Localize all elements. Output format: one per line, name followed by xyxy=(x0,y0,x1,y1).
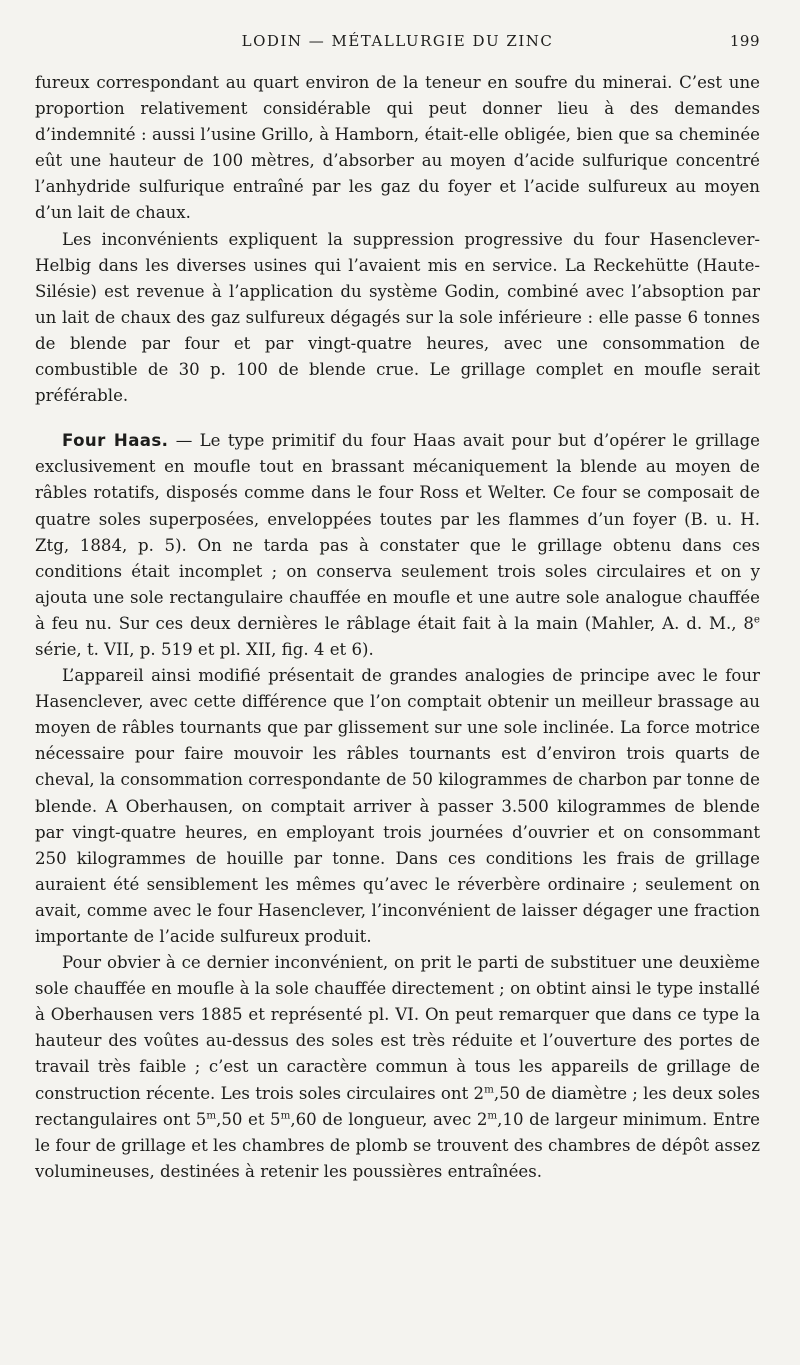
paragraph: Les inconvénients expliquent la suppression progressive du four Hasenclever-Helbig dans les diverses usines qui l’avaient mis en service. La Reckehütte (Haute-Silésie) est revenue à l’application du système Godin, combiné avec l’absoption par un lait de chaux des gaz sulfureux dégagés sur la sole inférieure : elle passe 6 tonnes de blende par four et par vingt-quatre heures, avec une consommation de combustible de 30 p. 100 de blende crue. Le grillage complet en moufle serait préférable. xyxy=(35,229,760,406)
paragraph: L’appareil ainsi modifié présentait de grandes analogies de principe avec le four Hasenclever, avec cette différence que l’on comptait obtenir un meilleur brassage au moyen de râbles tournants que par glissement sur une sole inclinée. La force motrice nécessaire pour faire mouvoir les râbles tournants est d’environ trois quarts de cheval, la consommation correspondante de 50 kilogrammes de charbon par tonne de blende. A Oberhausen, on comptait arriver à passer 3.500 kilogrammes de blende par vingt-quatre heures, en employant trois journées d’ouvrier et on consommant 250 kilogrammes de houille par tonne. Dans ces conditions les frais de grillage auraient été sensiblement les mêmes qu’avec le réverbère ordinaire ; seulement on avait, comme avec le four Hasenclever, l’inconvénient de laisser dégager une fraction importante de l’acide sulfureux produit. xyxy=(35,666,760,946)
paragraph-text: ,60 de longueur, avec 2 xyxy=(290,1109,488,1129)
section-four-haas xyxy=(35,428,760,663)
running-title: LODIN — MÉTALLURGIE DU ZINC xyxy=(241,32,554,50)
section-text-end: série, t. VII, p. 519 et pl. XII, fig. 4 et 6). xyxy=(35,639,374,659)
paragraph-text: ,50 et 5 xyxy=(216,1109,281,1129)
superscript: m xyxy=(484,1083,494,1096)
section-text: — Le type primitif du four Haas avait pour but d’opérer le grillage exclusivement en moufle tout en brassant mécaniquement la blende au moyen de râbles rotatifs, disposés comme dans le four Ross et Welter. Ce four se composait de quatre soles superposées, enveloppées toutes par les flammes d’un foyer (B. u. H. Ztg, 1884, p. 5). On ne tarda pas à constater que le grillage obtenu dans ces conditions était incomplet ; on conserva seulement trois soles circulaires et on y ajouta une sole rectangulaire chauffée en moufle et une autre sole analogue chauffée à feu nu. Sur ces deux dernières le râblage était fait à la main (Mahler, A. d. M., 8 xyxy=(35,431,760,633)
paragraph xyxy=(35,950,760,1185)
paragraph-text: ,10 de largeur minimum. Entre le four de grillage et les chambres de plomb se trouvent des chambres de dépôt assez volumineuses, destinées à retenir les poussières entraînées. xyxy=(35,1109,760,1181)
running-head xyxy=(35,30,760,60)
superscript: m xyxy=(206,1109,217,1122)
paragraph-text: Pour obvier à ce dernier inconvénient, on prit le parti de substituer une deuxième sole chauffée en moufle à la sole chauffée directement ; on obtint ainsi le type installé à Oberhausen vers 1885 et représenté pl. VI. On peut remarquer que dans ce type la hauteur des voûtes au-dessus des soles est très réduite et l’ouverture des portes de travail très faible ; c’est un caractère commun à tous les appareils de grillage de construction récente. Les trois soles circulaires ont 2 xyxy=(35,953,760,1103)
superscript: e xyxy=(753,613,760,626)
body-text xyxy=(35,70,760,1185)
section-heading: Four Haas. xyxy=(62,431,169,451)
superscript: m xyxy=(280,1109,291,1122)
page-number: 199 xyxy=(729,32,760,50)
paragraph-text: ,50 de diamètre ; les deux soles rectangulaires ont 5 xyxy=(35,1083,760,1129)
paragraph-continued: fureux correspondant au quart environ de la teneur en soufre du minerai. C’est une proportion relativement considérable qui peut donner lieu à des demandes d’indemnité : aussi l’usine Grillo, à Hamborn, était-elle obligée, bien que sa cheminée eût une hauteur de 100 mètres, d’absorber au moyen d’acide sulfurique concentré l’anhydride sulfurique entraîné par les gaz du foyer et l’acide sulfureux au moyen d’un lait de chaux. xyxy=(35,73,760,223)
superscript: m xyxy=(487,1109,498,1122)
